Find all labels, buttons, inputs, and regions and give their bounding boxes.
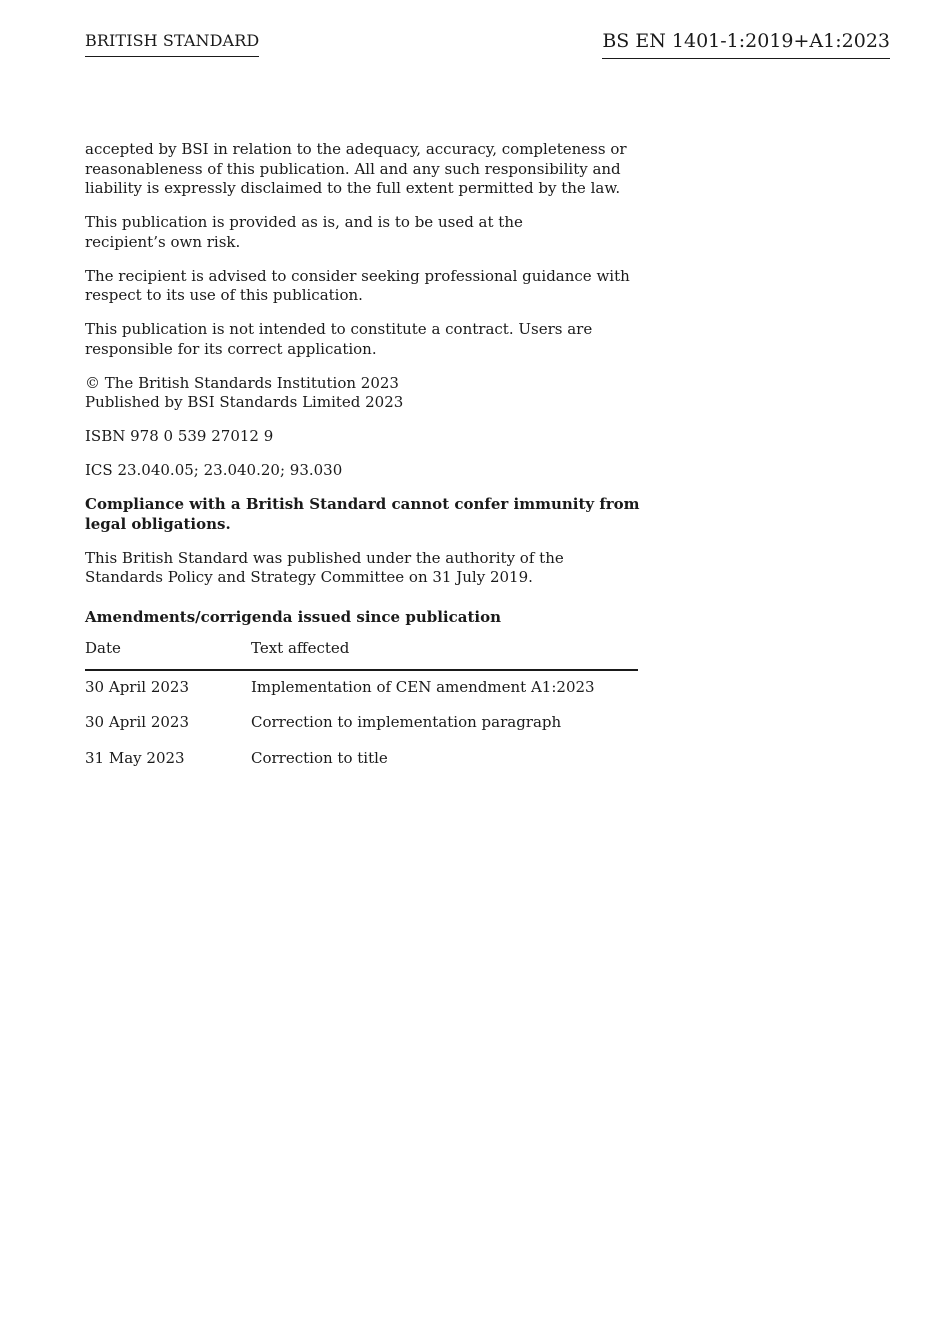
- header-standard-number: BS EN 1401-1:2019+A1:2023: [602, 30, 890, 59]
- risk-paragraph: This publication is provided as is, and is to be used at the recipient’s own risk.: [85, 213, 523, 251]
- amendments-heading: Amendments/corrigenda issued since publication: [85, 607, 501, 626]
- amendments-table: [85, 635, 638, 777]
- amendment-text: Correction to implementation paragraph: [251, 713, 562, 731]
- amendment-date: 30 April 2023: [85, 677, 189, 696]
- amendment-text: Implementation of CEN amendment A1:2023: [251, 677, 595, 696]
- isbn-paragraph: ISBN 978 0 539 27012 9: [85, 427, 274, 445]
- column-header-date: Date: [85, 635, 251, 670]
- table-row: [85, 670, 638, 707]
- compliance-notice: Compliance with a British Standard cannot confer immunity from legal obligations.: [85, 495, 640, 533]
- amendments-header-row: [85, 635, 638, 670]
- guidance-paragraph: The recipient is advised to consider seeking professional guidance with respect to its use of this publication.: [85, 266, 630, 304]
- amendment-date: 31 May 2023: [85, 748, 185, 767]
- document-body: [85, 140, 645, 777]
- amendment-text: Correction to title: [251, 748, 388, 767]
- copyright-paragraph: © The British Standards Institution 2023 Published by BSI Standards Limited 2023: [85, 373, 404, 411]
- authority-paragraph: This British Standard was published under the authority of the Standards Policy and Strategy Committee on 31 July 2019.: [85, 548, 564, 586]
- amendment-date: 30 April 2023: [85, 713, 189, 731]
- contract-paragraph: This publication is not intended to constitute a contract. Users are responsible for its correct application.: [85, 320, 593, 358]
- header-left-label: BRITISH STANDARD: [85, 31, 259, 57]
- table-row: [85, 742, 638, 778]
- disclaimer-paragraph: accepted by BSI in relation to the adequacy, accuracy, completeness or reasonableness of this publication. All and any such responsibility and liability is expressly disclaimed to the full extent permitted by the law.: [85, 140, 627, 197]
- table-row: [85, 706, 638, 742]
- column-header-text-affected: Text affected: [251, 635, 638, 670]
- ics-paragraph: ICS 23.040.05; 23.040.20; 93.030: [85, 461, 343, 479]
